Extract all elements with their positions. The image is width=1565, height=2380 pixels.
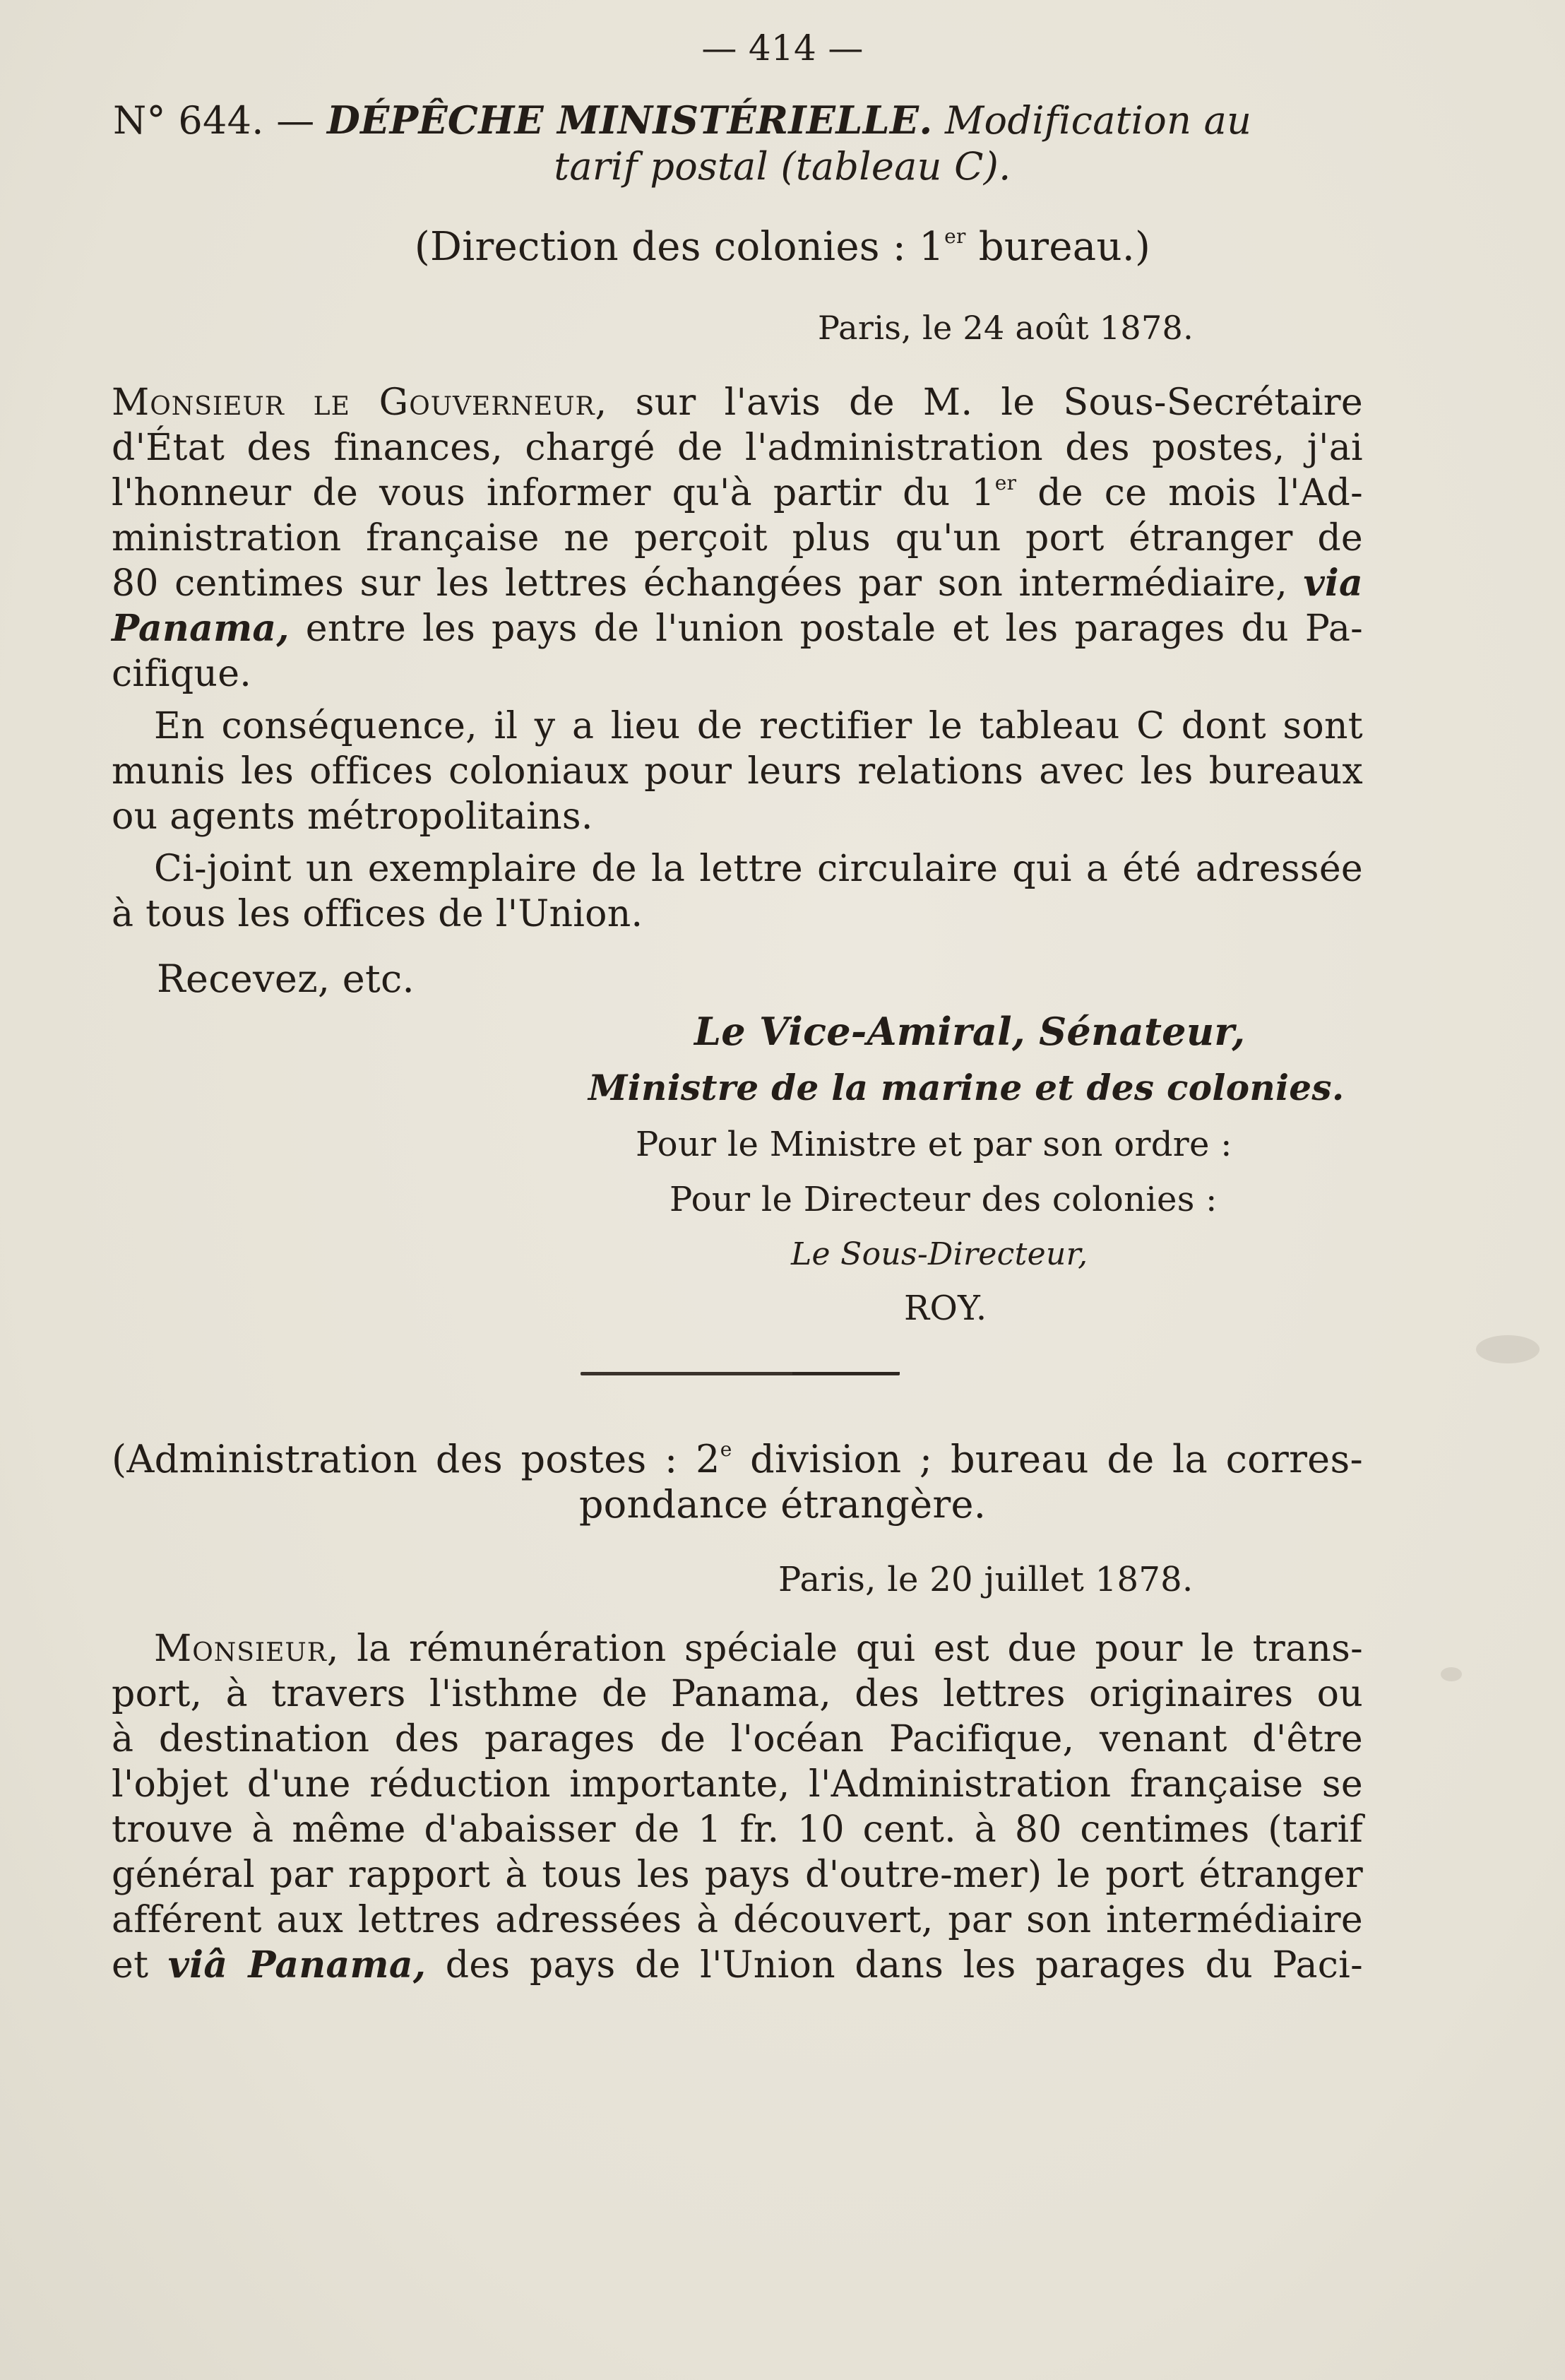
document-title: DÉPÊCHE MINISTÉRIELLE. bbox=[326, 97, 933, 143]
page-number: — 414 — bbox=[701, 28, 864, 69]
letter1-closing: Recevez, etc. bbox=[157, 957, 415, 1001]
signature-office: Ministre de la marine et des colonies. bbox=[588, 1067, 1345, 1108]
direction-text: (Direction des colonies : 1 bbox=[414, 224, 945, 270]
letter1-paragraph1-line: d'État des finances, chargé de l'administration des postes, j'ai bbox=[112, 427, 1363, 469]
text-run: l'honneur de vous informer qu'à partir du 1 bbox=[112, 472, 995, 514]
letter2-paragraph-line: l'objet d'une réduction importante, l'Administration française se bbox=[112, 1763, 1363, 1806]
letter2-paragraph-line: général par rapport à tous les pays d'outre-mer) le port étranger bbox=[112, 1854, 1363, 1896]
document-number: N° 644. bbox=[113, 98, 264, 143]
letter1-date: Paris, le 24 août 1878. bbox=[818, 309, 1194, 347]
letter1-paragraph2-line: munis les offices coloniaux pour leurs relations avec les bureaux bbox=[112, 750, 1363, 793]
direction-ordinal: er bbox=[944, 225, 966, 249]
letter1-paragraph1-line bbox=[112, 561, 1363, 606]
document-subtitle: Modification au bbox=[932, 98, 1252, 143]
letter2-paragraph-line: port, à travers l'isthme de Panama, des lettres originaires ou bbox=[112, 1673, 1363, 1715]
via-panama-label: viâ Panama, bbox=[167, 1943, 427, 1987]
text-run: , sur l'avis de M. le Sous-Secrétaire bbox=[595, 381, 1364, 424]
letter2-paragraph-line bbox=[112, 1943, 1363, 1988]
page-stain bbox=[1441, 1667, 1462, 1681]
letter1-paragraph2-line: ou agents métropolitains. bbox=[112, 795, 593, 838]
letter1-paragraph1-line bbox=[112, 606, 1363, 651]
ordinal-suffix: er bbox=[994, 470, 1017, 495]
letter2-paragraph-line bbox=[154, 1626, 1363, 1671]
signature-delegation-director: Pour le Directeur des colonies : bbox=[670, 1180, 1218, 1219]
letter1-paragraph2-line: En conséquence, il y a lieu de rectifier le tableau C dont sont bbox=[154, 705, 1363, 747]
signature-title: Le Sous-Directeur, bbox=[791, 1236, 1088, 1272]
text-run: des pays de l'Union dans les parages du Paci- bbox=[426, 1944, 1363, 1987]
letter2-date: Paris, le 20 juillet 1878. bbox=[778, 1560, 1194, 1599]
administration-text-end: division ; bureau de la corres- bbox=[732, 1437, 1363, 1481]
letter2-paragraph-line: trouve à même d'abaisser de 1 fr. 10 cent. à 80 centimes (tarif bbox=[112, 1808, 1363, 1851]
text-run: et bbox=[112, 1944, 168, 1987]
administration-line bbox=[112, 1437, 1363, 1482]
letter2-paragraph-line: afférent aux lettres adressées à découvert, par son intermédiaire bbox=[112, 1899, 1363, 1941]
division-ordinal: e bbox=[720, 1438, 732, 1461]
administration-line-cont: pondance étrangère. bbox=[578, 1482, 987, 1527]
via-label: via bbox=[1303, 562, 1363, 605]
letter1-paragraph3-line: Ci-joint un exemplaire de la lettre circulaire qui a été adressée bbox=[154, 848, 1363, 890]
document-subtitle-cont: tarif postal (tableau C). bbox=[554, 144, 1011, 189]
section-separator-accent bbox=[792, 1372, 900, 1375]
text-run: , la rémunération spéciale qui est due pour le trans- bbox=[326, 1628, 1363, 1670]
letter2-paragraph-line: à destination des parages de l'océan Pacifique, venant d'être bbox=[112, 1718, 1363, 1760]
page-stain bbox=[1476, 1335, 1540, 1363]
letter1-paragraph1-line bbox=[112, 380, 1363, 425]
administration-text: (Administration des postes : 2 bbox=[112, 1437, 720, 1481]
letter1-paragraph1-line: cifique. bbox=[112, 653, 252, 695]
signature-delegation: Pour le Ministre et par son ordre : bbox=[636, 1125, 1232, 1164]
text-run: de ce mois l'Ad- bbox=[1016, 472, 1363, 514]
direction-line bbox=[0, 225, 1565, 270]
letter2-salutation: Monsieur bbox=[154, 1628, 327, 1670]
signature-rank: Le Vice-Amiral, Sénateur, bbox=[694, 1009, 1246, 1054]
text-run: entre les pays de l'union postale et les parages du Pa- bbox=[289, 608, 1363, 650]
letter1-paragraph3-line: à tous les offices de l'Union. bbox=[112, 893, 643, 935]
document-heading bbox=[113, 97, 1251, 143]
heading-dash: — bbox=[263, 98, 327, 143]
text-run: 80 centimes sur les lettres échangées par son intermédiaire, bbox=[112, 562, 1304, 605]
letter1-paragraph1-line: ministration française ne perçoit plus qu'un port étranger de bbox=[112, 517, 1363, 560]
panama-label: Panama, bbox=[112, 607, 290, 650]
letter1-salutation: Monsieur le Gouverneur bbox=[112, 381, 595, 424]
signature-name: ROY. bbox=[904, 1289, 987, 1328]
letter1-paragraph1-line bbox=[112, 470, 1363, 516]
direction-text-end: bureau.) bbox=[965, 224, 1151, 270]
